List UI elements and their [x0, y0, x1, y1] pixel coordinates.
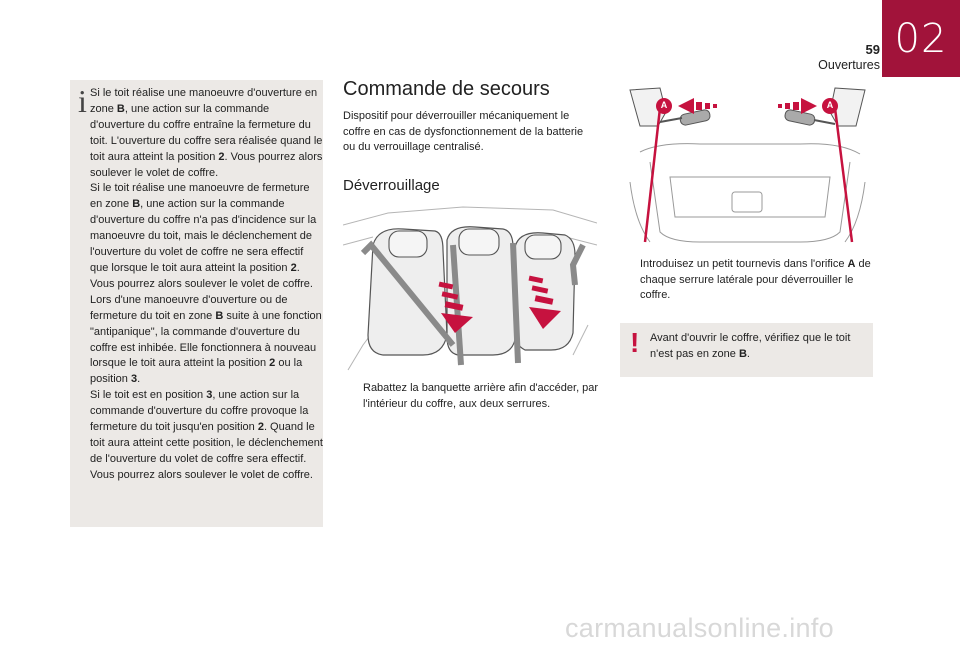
intro-text: Dispositif pour déverrouiller mécaniquement le coffre en cas de dysfonctionnement de la batterie ou du verrouillage centralisé.: [343, 110, 584, 153]
info-icon: i: [78, 83, 87, 119]
callout-a-right: A: [826, 100, 834, 110]
info-paragraph: Lors d'une manoeuvre d'ouverture ou de fermeture du toit en zone B suite à une fonction "antipanique", la commande d'ouverture du coffre est inhibée. Elle fonctionnera à nouveau lorsque le toit aura atteint la position 2 ou la position 3.: [90, 293, 322, 386]
info-box: [70, 80, 323, 527]
subsection-title: Déverrouillage: [343, 177, 440, 194]
section-title: Commande de secours: [343, 78, 550, 100]
step-2-text: Introduisez un petit tournevis dans l'orifice A de chaque serrure latérale pour déverrouiller le coffre.: [640, 258, 871, 301]
page-number: 59: [865, 42, 880, 57]
watermark: carmanualsonline.info: [565, 613, 834, 643]
step-1-text: Rabattez la banquette arrière afin d'accéder, par l'intérieur du coffre, aux deux serrures.: [363, 382, 599, 410]
chapter-tab: 02: [882, 0, 960, 77]
info-paragraph: Si le toit réalise une manoeuvre de fermeture en zone B, une action sur la commande d'ouverture du coffre n'a pas d'incidence sur la manoeuvre du toit, mais le déclenchement de l'ouverture du volet de coffre ne sera effectif que lorsque le toit aura atteint la position 2. Vous pourrez alors soulever le volet de coffre.: [90, 182, 317, 290]
info-text: [90, 86, 323, 484]
info-paragraph: Si le toit réalise une manoeuvre d'ouverture en zone B, une action sur la commande d'ouverture du coffre entraîne la fermeture du toit. L'ouverture du coffre sera réalisée quand le toit aura atteint la position 2. Vous pourrez alors soulever le volet de coffre.: [90, 87, 323, 179]
step-2: [620, 257, 880, 304]
section-name: Ouvertures: [818, 58, 880, 72]
warning-text: Avant d'ouvrir le coffre, vérifiez que le toit n'est pas en zone B.: [650, 332, 851, 360]
rear-seat-illustration: [343, 205, 597, 375]
warning-icon: !: [630, 327, 640, 358]
warning-box: [620, 323, 873, 377]
info-paragraph: Si le toit est en position 3, une action sur la commande d'ouverture du coffre provoque la fermeture du toit jusqu'en position 2. Quand le toit aura atteint cette position, le déclenchement de l'ouverture du volet de coffre sera effectif. Vous pourrez alors soulever le volet de coffre.: [90, 389, 323, 481]
step-1: [343, 381, 601, 412]
callout-a-left: A: [660, 100, 668, 110]
